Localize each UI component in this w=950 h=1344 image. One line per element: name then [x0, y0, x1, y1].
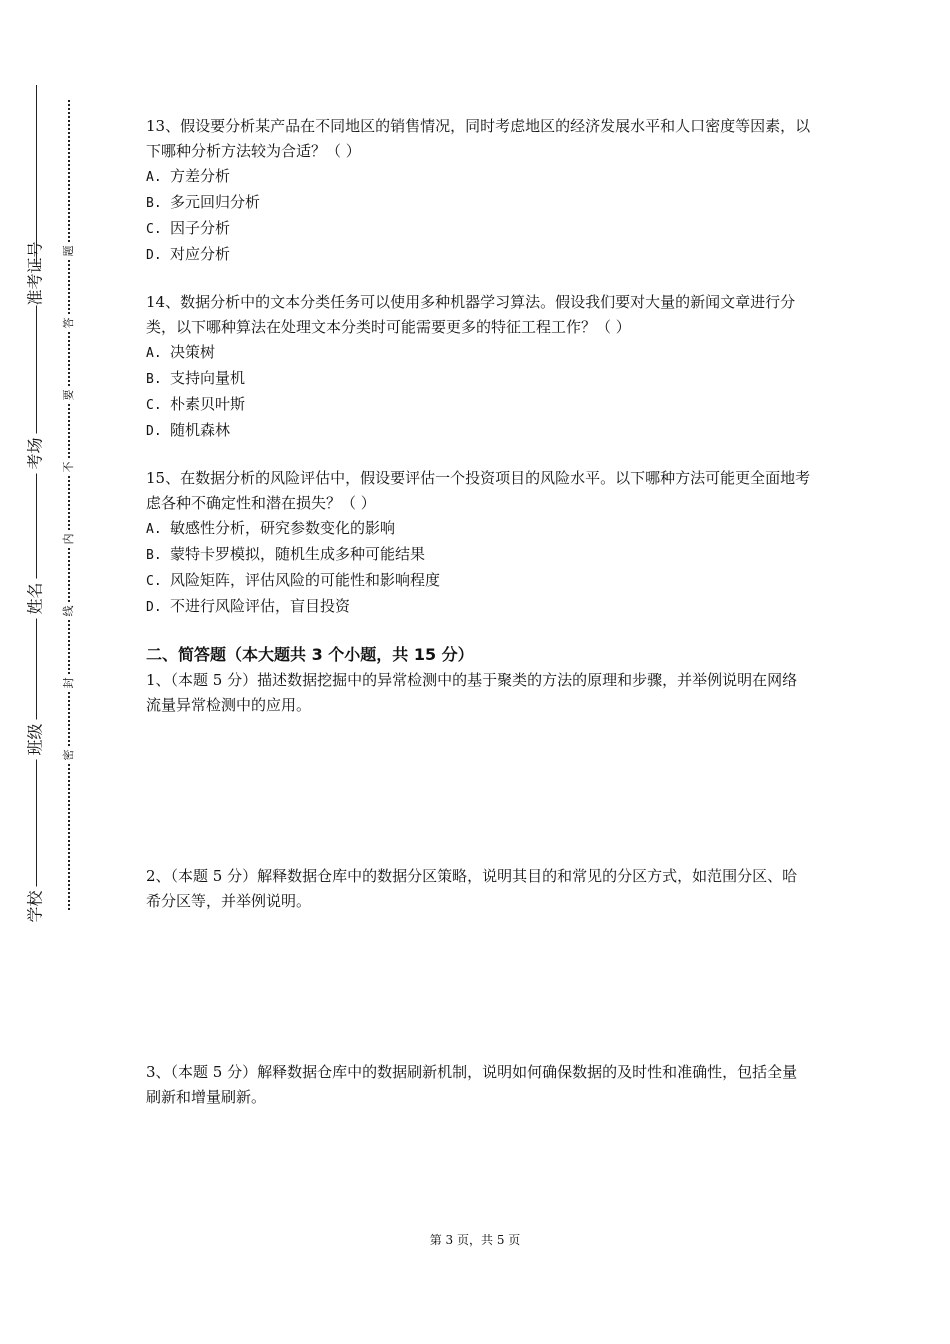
option-key: C.: [146, 398, 162, 413]
option-key: A.: [146, 346, 162, 361]
option-key: A.: [146, 170, 162, 185]
option-text: 风险矩阵，评估风险的可能性和影响程度: [170, 571, 441, 589]
option-b: [146, 542, 812, 568]
option-text: 朴素贝叶斯: [170, 395, 246, 413]
section-title: 二、简答题（本大题共 3 个小题，共 15 分）: [146, 645, 474, 664]
seal-char: 不: [62, 458, 76, 476]
option-text: 不进行风险评估，盲目投资: [170, 597, 351, 615]
option-key: D.: [146, 600, 162, 615]
option-a: [146, 516, 812, 542]
option-c: [146, 216, 812, 242]
seal-char: 题: [62, 242, 76, 260]
question-stem: 14、数据分析中的文本分类任务可以使用多种机器学习算法。假设我们要对大量的新闻文章进行分类，以下哪种算法在处理文本分类时可能需要更多的特征工程工作？（ ）: [146, 293, 796, 336]
school-label: 学校: [21, 887, 48, 927]
answer-space: [146, 914, 812, 1060]
question-13: [146, 114, 812, 268]
option-key: B.: [146, 372, 162, 387]
option-key: C.: [146, 222, 162, 237]
option-key: D.: [146, 424, 162, 439]
seal-char: 密: [62, 746, 76, 764]
option-c: [146, 392, 812, 418]
option-d: [146, 242, 812, 268]
option-key: D.: [146, 248, 162, 263]
option-key: C.: [146, 574, 162, 589]
name-label: 姓名: [21, 579, 48, 619]
binding-solid-line: [36, 85, 37, 910]
option-d: [146, 418, 812, 444]
option-b: [146, 366, 812, 392]
option-text: 对应分析: [170, 245, 231, 263]
exam-number-label: 准考证号: [21, 266, 48, 306]
seal-char: 封: [62, 674, 76, 692]
option-d: [146, 594, 812, 620]
option-b: [146, 190, 812, 216]
option-text: 蒙特卡罗模拟，随机生成多种可能结果: [170, 545, 426, 563]
option-text: 方差分析: [170, 167, 231, 185]
seal-char: 要: [62, 386, 76, 404]
class-label: 班级: [21, 720, 48, 760]
exam-content: [146, 114, 812, 1110]
exam-room-label: 考场: [21, 434, 48, 474]
option-text: 因子分析: [170, 219, 231, 237]
question-15: [146, 466, 812, 620]
option-text: 支持向量机: [170, 369, 246, 387]
option-text: 多元回归分析: [170, 193, 261, 211]
seal-char: 答: [62, 314, 76, 332]
question-stem: 13、假设要分析某产品在不同地区的销售情况，同时考虑地区的经济发展水平和人口密度等因素，以下哪种分析方法较为合适？（ ）: [146, 117, 811, 160]
option-key: B.: [146, 548, 162, 563]
option-key: B.: [146, 196, 162, 211]
answer-space: [146, 718, 812, 864]
option-a: [146, 340, 812, 366]
question-stem: 15、在数据分析的风险评估中，假设要评估一个投资项目的风险水平。以下哪种方法可能更全面地考虑各种不确定性和潜在损失？（ ）: [146, 469, 811, 512]
option-text: 决策树: [170, 343, 216, 361]
question-14: [146, 290, 812, 444]
option-c: [146, 568, 812, 594]
short-question-1: 1、（本题 5 分）描述数据挖掘中的异常检测中的基于聚类的方法的原理和步骤，并举例说明在网络流量异常检测中的应用。: [146, 671, 798, 714]
short-question-2: 2、（本题 5 分）解释数据仓库中的数据分区策略，说明其目的和常见的分区方式，如范围分区、哈希分区等，并举例说明。: [146, 867, 798, 910]
page-number: 第 3 页，共 5 页: [429, 1233, 521, 1247]
option-text: 敏感性分析，研究参数变化的影响: [170, 519, 396, 537]
short-question-3: 3、（本题 5 分）解释数据仓库中的数据刷新机制，说明如何确保数据的及时性和准确性，包括全量刷新和增量刷新。: [146, 1063, 798, 1106]
binding-margin: [0, 0, 110, 1344]
option-text: 随机森林: [170, 421, 231, 439]
seal-char: 内: [62, 530, 76, 548]
option-key: A.: [146, 522, 162, 537]
binding-dotted-line: [68, 100, 70, 910]
option-a: [146, 164, 812, 190]
seal-char: 线: [62, 602, 76, 620]
